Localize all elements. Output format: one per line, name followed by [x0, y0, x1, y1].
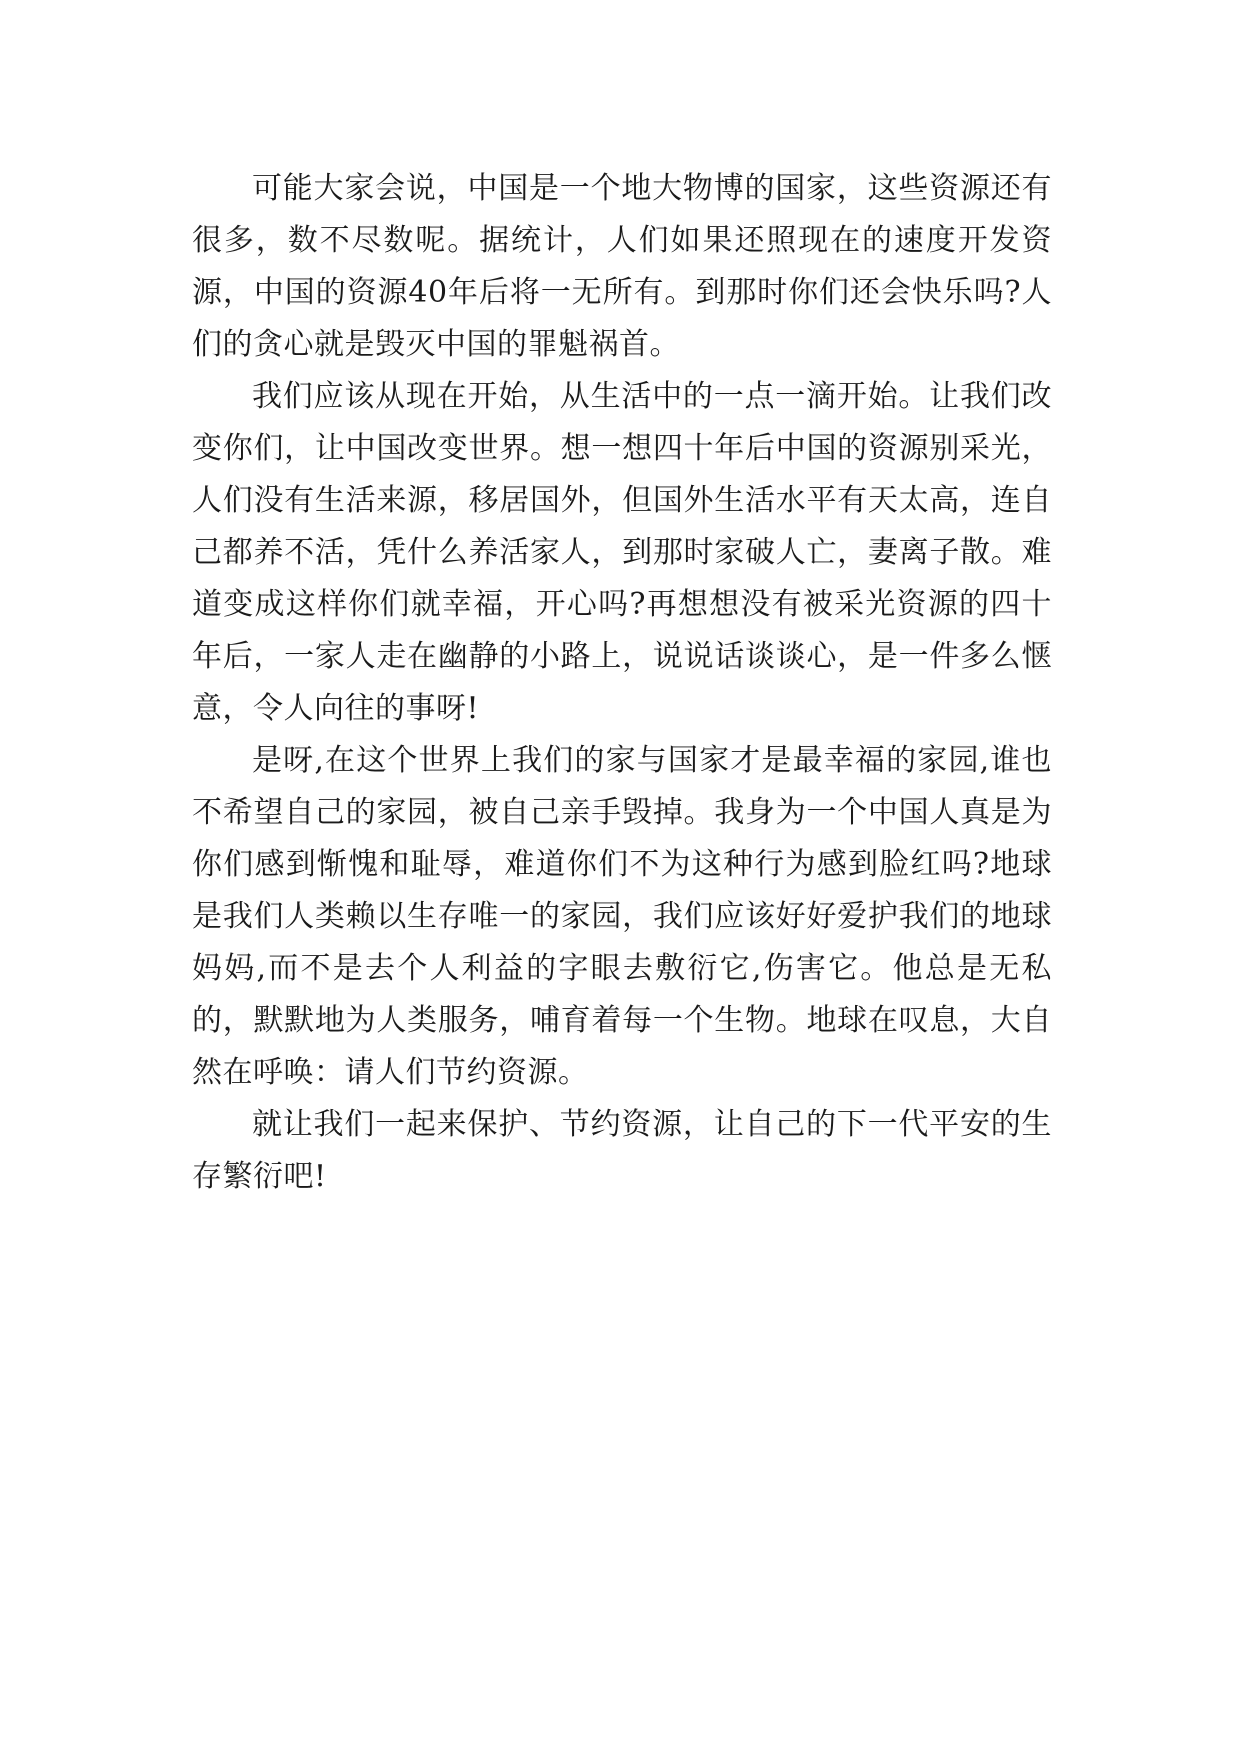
- paragraph-3: 是呀,在这个世界上我们的家与国家才是最幸福的家园,谁也不希望自己的家园，被自己亲手毁掉。我身为一个中国人真是为你们感到惭愧和耻辱，难道你们不为这种行为感到脸红吗?地球是我们人类赖以生存唯一的家园，我们应该好好爱护我们的地球妈妈,而不是去个人利益的字眼去敷衍它,伤害它。他总是无私的，默默地为人类服务，哺育着每一个生物。地球在叹息，大自然在呼唤：请人们节约资源。: [192, 743, 1052, 1090]
- paragraph-4: 就让我们一起来保护、节约资源，让自己的下一代平安的生存繁衍吧!: [192, 1107, 1052, 1194]
- paragraph-2: 我们应该从现在开始，从生活中的一点一滴开始。让我们改变你们，让中国改变世界。想一想四十年后中国的资源别采光，人们没有生活来源，移居国外，但国外生活水平有天太高，连自己都养不活，凭什么养活家人，到那时家破人亡，妻离子散。难道变成这样你们就幸福，开心吗?再想想没有被采光资源的四十年后，一家人走在幽静的小路上，说说话谈谈心，是一件多么惬意，令人向往的事呀!: [192, 379, 1052, 726]
- paragraph-1: 可能大家会说，中国是一个地大物博的国家，这些资源还有很多，数不尽数呢。据统计，人们如果还照现在的速度开发资源，中国的资源40年后将一无所有。到那时你们还会快乐吗?人们的贪心就是毁灭中国的罪魁祸首。: [192, 171, 1052, 362]
- document-body: [192, 163, 1052, 1203]
